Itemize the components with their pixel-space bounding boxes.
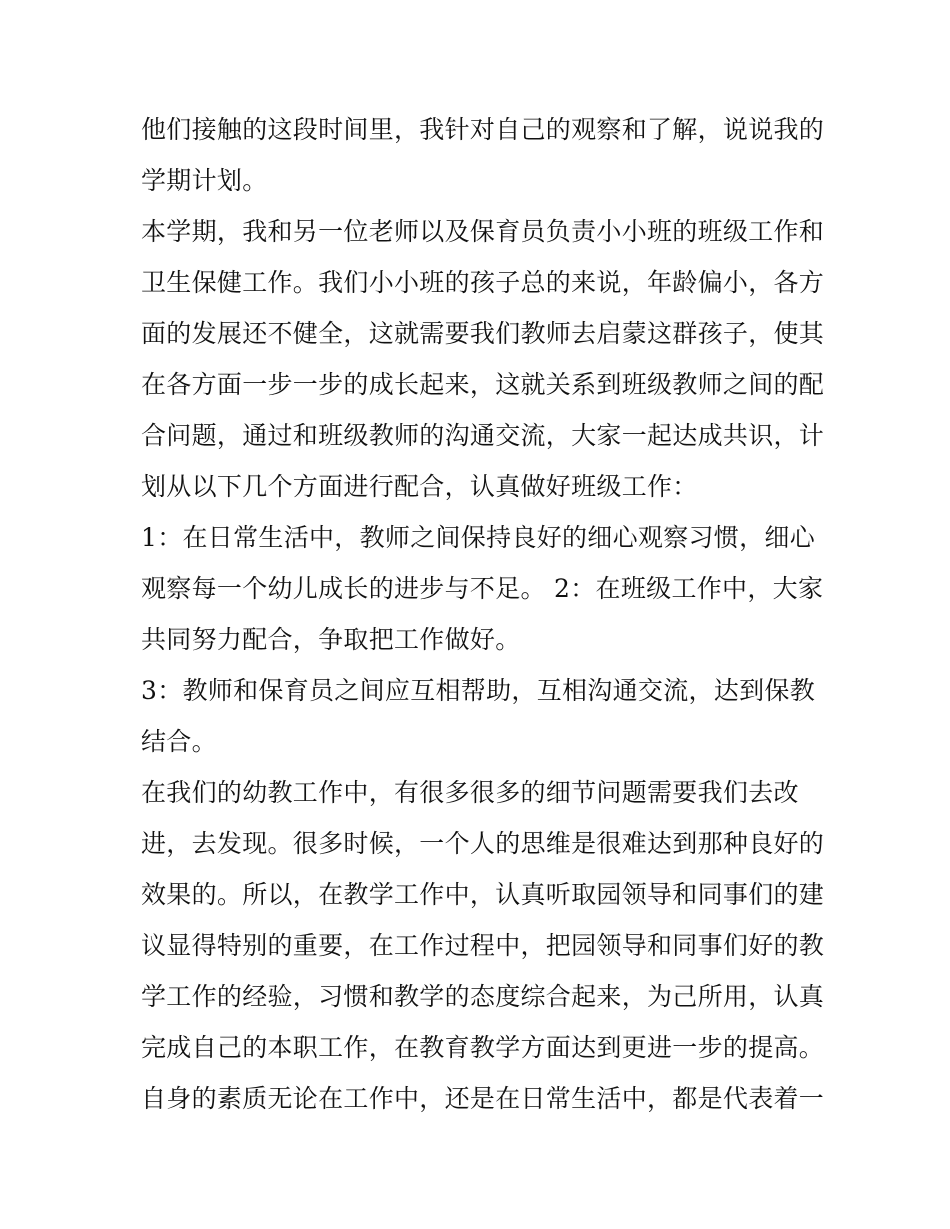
text-line: 在我们的幼教工作中，有很多很多的细节问题需要我们去改 <box>141 778 799 807</box>
text-line: 完成自己的本职工作，在教育教学方面达到更进一步的提高。 <box>141 1033 825 1062</box>
text-line: 效果的。所以，在教学工作中，认真听取园领导和同事们的建 <box>141 880 825 909</box>
text-line: 他们接触的这段时间里，我针对自己的观察和了解，说说我的 <box>141 115 825 144</box>
text-line: 卫生保健工作。我们小小班的孩子总的来说，年龄偏小，各方 <box>141 268 825 297</box>
text-line: 自身的素质无论在工作中，还是在日常生活中，都是代表着一 <box>141 1084 825 1113</box>
text-line: 共同努力配合，争取把工作做好。 <box>141 625 521 654</box>
text-line: 议显得特别的重要，在工作过程中，把园领导和同事们好的教 <box>141 931 825 960</box>
text-line: 进，去发现。很多时候，一个人的思维是很难达到那种良好的 <box>141 829 825 858</box>
text-line: 本学期，我和另一位老师以及保育员负责小小班的班级工作和 <box>141 217 825 246</box>
text-line: 学工作的经验，习惯和教学的态度综合起来，为己所用，认真 <box>141 982 825 1011</box>
text-line: 在各方面一步一步的成长起来，这就关系到班级教师之间的配 <box>141 370 825 399</box>
document-body <box>141 104 831 1124</box>
text-line: 合问题，通过和班级教师的沟通交流，大家一起达成共识，计 <box>141 421 825 450</box>
text-line: 观察每一个幼儿成长的进步与不足。 2：在班级工作中，大家 <box>141 574 824 603</box>
text-line: 面的发展还不健全，这就需要我们教师去启蒙这群孩子，使其 <box>141 319 825 348</box>
text-line: 结合。 <box>141 727 217 756</box>
text-line: 3：教师和保育员之间应互相帮助，互相沟通交流，达到保教 <box>141 676 816 705</box>
text-line: 划从以下几个方面进行配合，认真做好班级工作： <box>141 472 698 501</box>
text-line: 1：在日常生活中，教师之间保持良好的细心观察习惯，细心 <box>141 523 816 552</box>
text-line: 学期计划。 <box>141 166 268 195</box>
